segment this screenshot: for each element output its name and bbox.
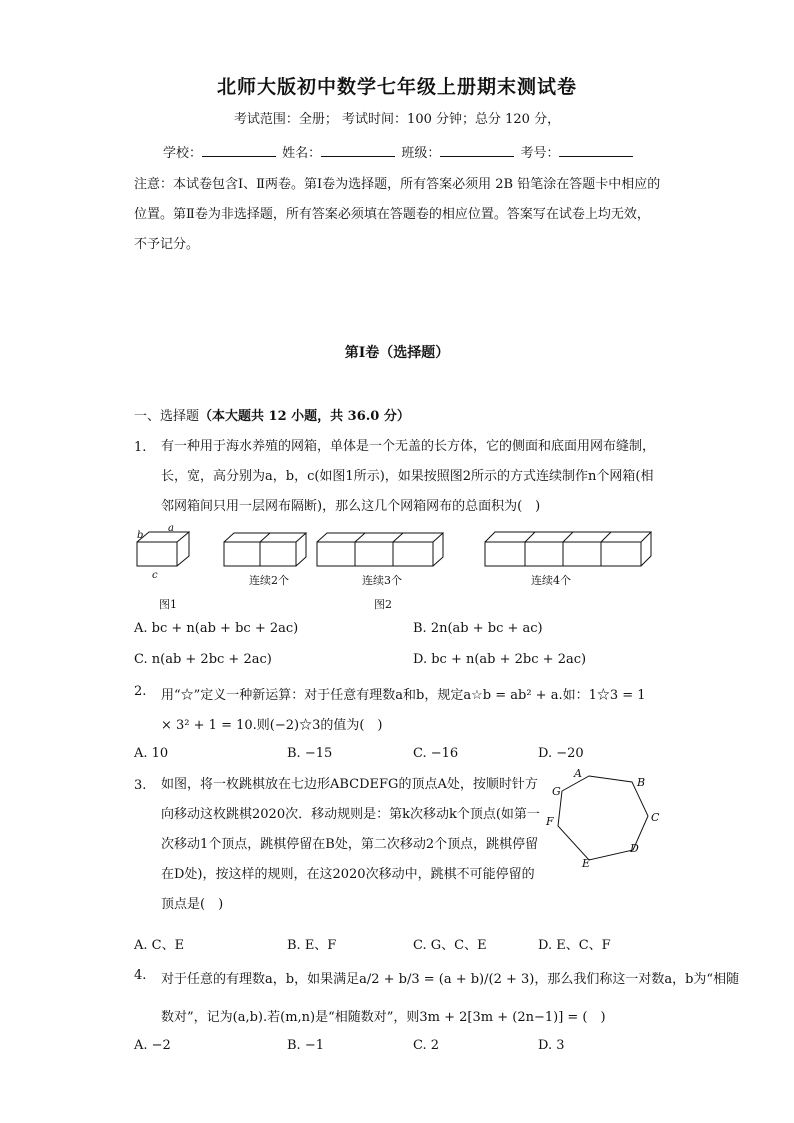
- name-blank[interactable]: [321, 144, 395, 157]
- question-1-text: 有一种用于海水养殖的网箱，单体是一个无盖的长方体，它的侧面和底面用网布缝制，长，宽，高分别为a，b，c(如图1所示)，如果按照图2所示的方式连续制作n个网箱(相邻网箱间只用一层网布隔断)，那么这几个网箱网布的总面积为( ): [161, 439, 656, 514]
- vertex-c-label: C: [651, 811, 660, 824]
- fig1-box-front: [137, 542, 177, 566]
- fig1-label-c: c: [152, 570, 158, 581]
- question-4-line-2: 数对”，记为(a,b).若(m,n)是“相随数对”，则3m + 2[3m + (2n−1)] = ( ): [161, 1010, 606, 1025]
- q1-option-c[interactable]: C. n(ab + 2bc + 2ac): [134, 652, 272, 667]
- q4-option-d[interactable]: D. 3: [538, 1038, 565, 1053]
- fig1-label-a: a: [168, 523, 174, 534]
- question-2-line-2: × 3² + 1 = 10.则(−2)☆3的值为( ): [161, 718, 383, 733]
- id-blank[interactable]: [559, 144, 633, 157]
- q4-option-a[interactable]: A. −2: [134, 1038, 171, 1053]
- class-label: 班级：: [401, 146, 441, 161]
- question-2-line-1: 用“☆”定义一种新运算：对于任意有理数a和b，规定a☆b = ab² + a.如：1☆3 = 1: [161, 688, 646, 703]
- question-3-text: 如图，将一枚跳棋放在七边形ABCDEFG的顶点A处，按顺时针方向移动这枚跳棋2020次．移动规则是：第k次移动k个顶点(如第一次移动1个顶点，跳棋停留在B处，第二次移动2个顶点，跳棋停留在D处)，按这样的规则，在这2020次移动中，跳棋不可能停留的顶点是( ): [161, 777, 540, 912]
- fig2-caption: 图2: [374, 598, 392, 611]
- id-label: 考号：: [520, 146, 560, 161]
- question-1-figure: [128, 522, 668, 614]
- fig1-label-b: b: [137, 530, 144, 541]
- q2-option-c[interactable]: C. −16: [413, 746, 459, 761]
- q3-option-a[interactable]: A. C、E: [134, 938, 185, 953]
- fig1-caption: 图1: [159, 598, 177, 611]
- exam-notice: 注意：本试卷包含Ⅰ、Ⅱ两卷。第Ⅰ卷为选择题，所有答案必须用 2B 铅笔涂在答题卡中相应的位置。第Ⅱ卷为非选择题，所有答案必须填在答题卷的相应位置。答案写在试卷上均无效，不予记分。: [134, 177, 661, 252]
- q3-option-b[interactable]: B. E、F: [287, 938, 337, 953]
- fig2-caption-4: 连续4个: [531, 574, 571, 587]
- vertex-a-label: A: [574, 767, 582, 780]
- q1-option-b[interactable]: B. 2n(ab + bc + ac): [413, 621, 543, 636]
- q2-option-b[interactable]: B. −15: [287, 746, 333, 761]
- q4-option-b[interactable]: B. −1: [287, 1038, 324, 1053]
- question-4-line-1: 对于任意的有理数a，b，如果满足a/2 + b/3 = (a + b)/(2 + 3)，那么我们称这一对数a，b为“相随: [161, 972, 740, 987]
- question-1-number: 1.: [134, 440, 147, 455]
- q2-option-d[interactable]: D. −20: [538, 746, 584, 761]
- vertex-g-label: G: [552, 785, 561, 798]
- q4-option-c[interactable]: C. 2: [413, 1038, 440, 1053]
- q1-option-a[interactable]: A. bc + n(ab + bc + 2ac): [134, 621, 299, 636]
- section-info: （本大题共 12 小题，共 36.0 分）: [199, 409, 410, 424]
- school-label: 学校：: [163, 146, 203, 161]
- question-4-number: 4.: [134, 968, 147, 983]
- heptagon-figure: [540, 764, 665, 870]
- name-label: 姓名：: [282, 146, 322, 161]
- exam-subtitle: 考试范围：全册； 考试时间：100 分钟；总分 120 分，: [233, 112, 561, 127]
- section-prefix: 一、选择题: [134, 409, 200, 424]
- vertex-d-label: D: [630, 842, 639, 855]
- volume-title: 第Ⅰ卷（选择题）: [344, 345, 450, 361]
- school-blank[interactable]: [202, 144, 276, 157]
- q3-option-d[interactable]: D. E、C、F: [538, 938, 611, 953]
- fig2-caption-2: 连续2个: [249, 574, 289, 587]
- section-heading: [134, 405, 410, 424]
- vertex-e-label: E: [582, 857, 591, 870]
- question-2-number: 2.: [134, 684, 147, 699]
- class-blank[interactable]: [440, 144, 514, 157]
- fig1-box-top: [137, 532, 189, 566]
- q3-option-c[interactable]: C. G、C、E: [413, 938, 487, 953]
- vertex-f-label: F: [546, 815, 554, 828]
- question-3-number: 3.: [134, 778, 147, 793]
- fig2-caption-3: 连续3个: [362, 574, 402, 587]
- student-info-line: [163, 142, 635, 161]
- vertex-b-label: B: [637, 776, 646, 789]
- q2-option-a[interactable]: A. 10: [134, 746, 169, 761]
- q1-option-d[interactable]: D. bc + n(ab + 2bc + 2ac): [413, 652, 587, 667]
- exam-title: 北师大版初中数学七年级上册期末测试卷: [216, 76, 577, 98]
